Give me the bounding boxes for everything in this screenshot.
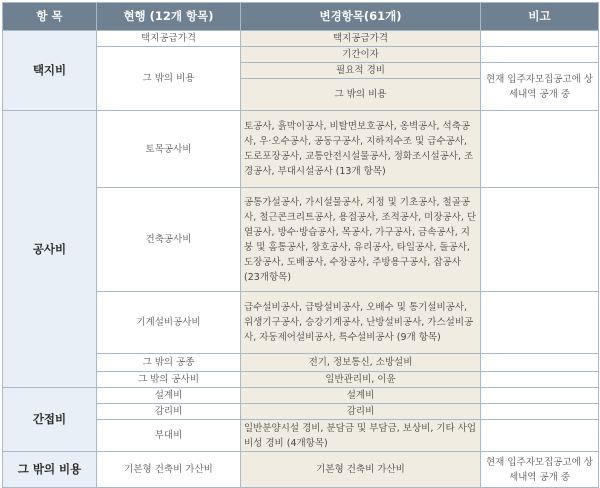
changed-item: 공통가설공사, 가시설물공사, 지정 및 기초공사, 철골공사, 철근콘크리트공사, 용접공사, 조적공사, 미장공사, 단열공사, 방수·방습공사, 목공사, 가구공사, 금속공사, 지붕 및 홈통공사, 창호공사, 유리공사, 타일공사, 돌공사, 도장공사, 도배공사, 수장공사, 주방용구공사, 잡공사 (23개항목) [241, 188, 481, 292]
note-cell [481, 420, 599, 452]
note-cell [481, 31, 599, 47]
table-row [3, 31, 599, 47]
header-changed: 변경항목(61개) [241, 3, 481, 31]
changed-item: 급수설비공사, 급탕설비공사, 오배수 및 통기설비공사, 위생기구공사, 승강기계공사, 난방설비공사, 가스설비공사, 자동제어설비공사, 특수설비공사 (9개 항목) [241, 292, 481, 354]
current-item: 기본형 건축비 가산비 [97, 452, 241, 488]
current-item: 감리비 [97, 404, 241, 420]
note-cell [481, 388, 599, 404]
header-category: 항 목 [3, 3, 97, 31]
note-cell: 현재 입주자모집공고에 상세내역 공개 중 [481, 63, 599, 111]
current-item: 택지공급가격 [97, 31, 241, 47]
changed-item: 기본형 건축비 가산비 [241, 452, 481, 488]
current-item: 건축공사비 [97, 188, 241, 292]
current-item: 그 밖의 공종 [97, 354, 241, 372]
table-row [3, 452, 599, 488]
changed-item: 그 밖의 비용 [241, 79, 481, 111]
header-current: 현행 (12개 항목) [97, 3, 241, 31]
note-cell [481, 372, 599, 388]
note-cell [481, 404, 599, 420]
category-other: 그 밖의 비용 [3, 452, 97, 488]
header-row [3, 3, 599, 31]
header-note: 비고 [481, 3, 599, 31]
current-item: 설계비 [97, 388, 241, 404]
table-row [3, 388, 599, 404]
category-land: 택지비 [3, 31, 97, 111]
current-item: 기계설비공사비 [97, 292, 241, 354]
category-indirect: 간접비 [3, 388, 97, 452]
current-item: 토목공사비 [97, 111, 241, 188]
note-cell [481, 188, 599, 292]
note-cell: 현재 입주자모집공고에 상세내역 공개 중 [481, 452, 599, 488]
current-item: 부대비 [97, 420, 241, 452]
note-cell [481, 354, 599, 372]
current-item: 그 밖의 비용 [97, 47, 241, 111]
changed-item: 택지공급가격 [241, 31, 481, 47]
cost-items-table [2, 2, 599, 488]
category-construction: 공사비 [3, 111, 97, 388]
changed-item: 일반관리비, 이윤 [241, 372, 481, 388]
changed-item: 필요적 경비 [241, 63, 481, 79]
changed-item: 감리비 [241, 404, 481, 420]
changed-item: 전기, 정보통신, 소방설비 [241, 354, 481, 372]
table-row [3, 111, 599, 188]
note-cell [481, 292, 599, 354]
changed-item: 설계비 [241, 388, 481, 404]
changed-item: 토공사, 흙막이공사, 비탈면보호공사, 옹벽공사, 석축공사, 우·오수공사, 공동구공사, 지하저수조 및 급수공사, 도로포장공사, 교통안전시설물공사, 정화조시설공사, 조경공사, 부대시설공사 (13개 항목) [241, 111, 481, 188]
changed-item: 일반분양시설 경비, 분담금 및 부담금, 보상비, 기타 사업비성 경비 (4개항목) [241, 420, 481, 452]
changed-item: 기간이자 [241, 47, 481, 63]
note-cell [481, 111, 599, 188]
note-cell [481, 47, 599, 63]
current-item: 그 밖의 공사비 [97, 372, 241, 388]
